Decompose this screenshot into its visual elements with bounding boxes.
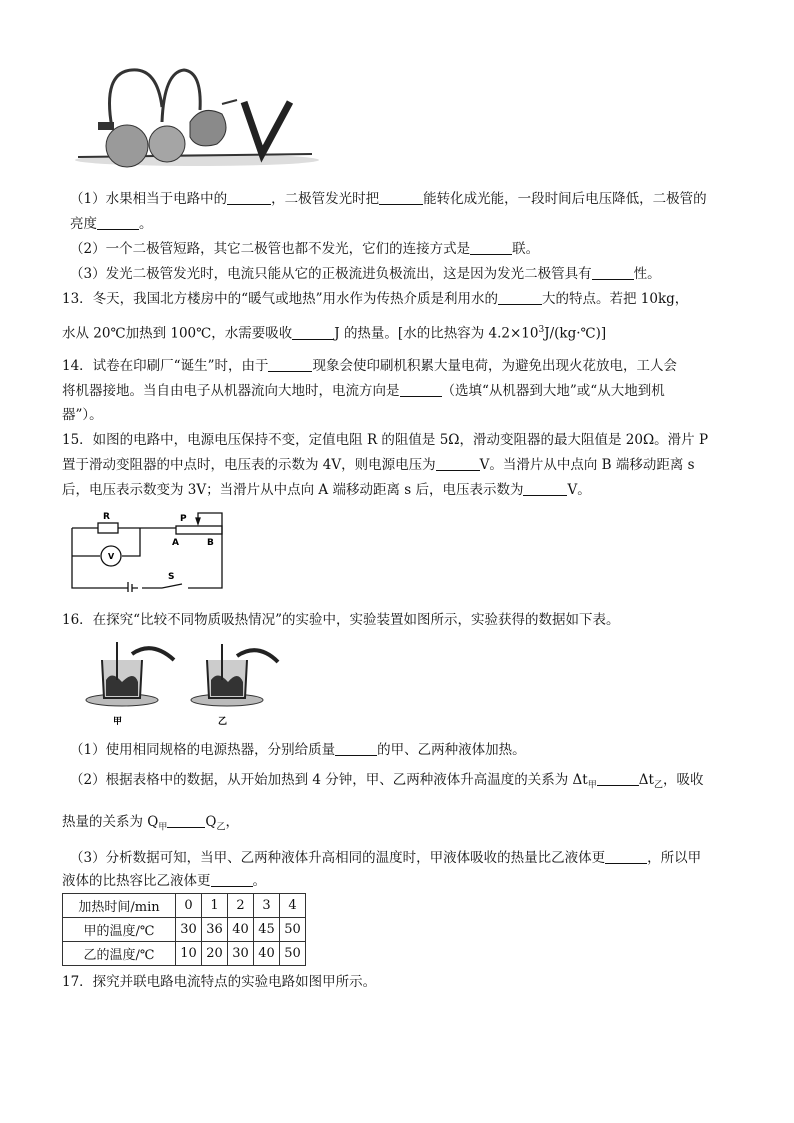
table-cell: 10	[176, 942, 202, 966]
fig-label-yi: 乙	[218, 717, 228, 727]
table-cell: 45	[254, 918, 280, 942]
q13-line2: 水从 20℃加热到 100℃，水需要吸收 J 的热量。[水的比热容为 $4.2\times 10^3J/(kg\cdot℃)$]	[62, 325, 607, 342]
table-cell: 甲的温度/℃	[63, 918, 176, 942]
q16-data-table	[62, 893, 306, 966]
q16-part2-line1: （2）根据表格中的数据，从开始加热到 4 分钟，甲、乙两种液体升高温度的关系为 $\Delta t_甲$ $\Delta t_乙$，吸收	[70, 772, 704, 791]
table-cell: 3	[254, 894, 280, 918]
q12-part1-line2: 亮度 。	[70, 216, 153, 232]
table-row	[63, 918, 306, 942]
table-cell: 36	[202, 918, 228, 942]
table-cell: 2	[228, 894, 254, 918]
q13-line1: 13．冬天，我国北方楼房中的“暖气或地热”用水作为传热介质是利用水的 大的特点。若把 10kg，	[62, 291, 689, 307]
table-cell: 乙的温度/℃	[63, 942, 176, 966]
q16-part3-line2: 液体的比热容比乙液体更 。	[62, 873, 266, 889]
table-cell: 4	[280, 894, 306, 918]
table-cell: 40	[228, 918, 254, 942]
q16-part1: （1）使用相同规格的电源热器，分别给质量 的甲、乙两种液体加热。	[70, 742, 526, 758]
q15-line2: 置于滑动变阻器的中点时，电压表的示数为 4V，则电源电压为 V。当滑片从中点向 B 端移动距离 s	[62, 457, 695, 473]
q15-line1: 15．如图的电路中，电源电压保持不变，定值电阻 R 的阻值是 5Ω，滑动变阻器的最大阻值是 20Ω。滑片 P	[62, 432, 709, 448]
table-header-row	[63, 894, 306, 918]
q16-heating-apparatus-figure	[82, 640, 292, 730]
q16-part3-line1: （3）分析数据可知，当甲、乙两种液体升高相同的温度时，甲液体吸收的热量比乙液体更 ，所以甲	[70, 850, 702, 866]
table-row	[63, 942, 306, 966]
table-cell: 30	[176, 918, 202, 942]
voltmeter-label: V	[108, 552, 115, 561]
circuit-label-a: A	[172, 538, 179, 548]
circuit-label-b: B	[207, 538, 214, 548]
q12-part1-line1: （1）水果相当于电路中的 ，二极管发光时把 能转化成光能，一段时间后电压降低，二极管的	[70, 191, 707, 207]
q12-part2: （2）一个二极管短路，其它二极管也都不发光，它们的连接方式是 联。	[70, 241, 540, 257]
q17-line: 17．探究并联电路电流特点的实验电路如图甲所示。	[62, 974, 377, 990]
q15-circuit-diagram	[70, 508, 230, 592]
fruit-battery-figure	[72, 62, 322, 172]
table-cell: 50	[280, 942, 306, 966]
q15-line3: 后，电压表示数变为 3V；当滑片从中点向 A 端移动距离 s 后，电压表示数为 V。	[62, 482, 591, 498]
table-cell: 20	[202, 942, 228, 966]
table-cell: 加热时间/min	[63, 894, 176, 918]
fig-label-jia: 甲	[113, 717, 123, 727]
q16-intro: 16．在探究“比较不同物质吸热情况”的实验中，实验装置如图所示，实验获得的数据如下表。	[62, 612, 620, 628]
q12-part3: （3）发光二极管发光时，电流只能从它的正极流进负极流出，这是因为发光二极管具有 性。	[70, 266, 661, 282]
circuit-label-p: P	[180, 514, 187, 524]
q16-part2-line2: 热量的关系为 $Q_甲$ $Q_乙$，	[62, 814, 239, 833]
table-cell: 1	[202, 894, 228, 918]
circuit-label-r: R	[103, 512, 110, 522]
table-cell: 30	[228, 942, 254, 966]
q14-line3: 器”）。	[62, 407, 103, 423]
table-cell: 50	[280, 918, 306, 942]
q14-line2: 将机器接地。当自由电子从机器流向大地时，电流方向是 （选填“从机器到大地”或“从大地到机	[62, 383, 665, 399]
table-cell: 0	[176, 894, 202, 918]
table-cell: 40	[254, 942, 280, 966]
circuit-label-s: S	[168, 572, 175, 582]
q14-line1: 14．试卷在印刷厂“诞生”时，由于 现象会使印刷机积累大量电荷，为避免出现火花放电，工人会	[62, 358, 677, 374]
